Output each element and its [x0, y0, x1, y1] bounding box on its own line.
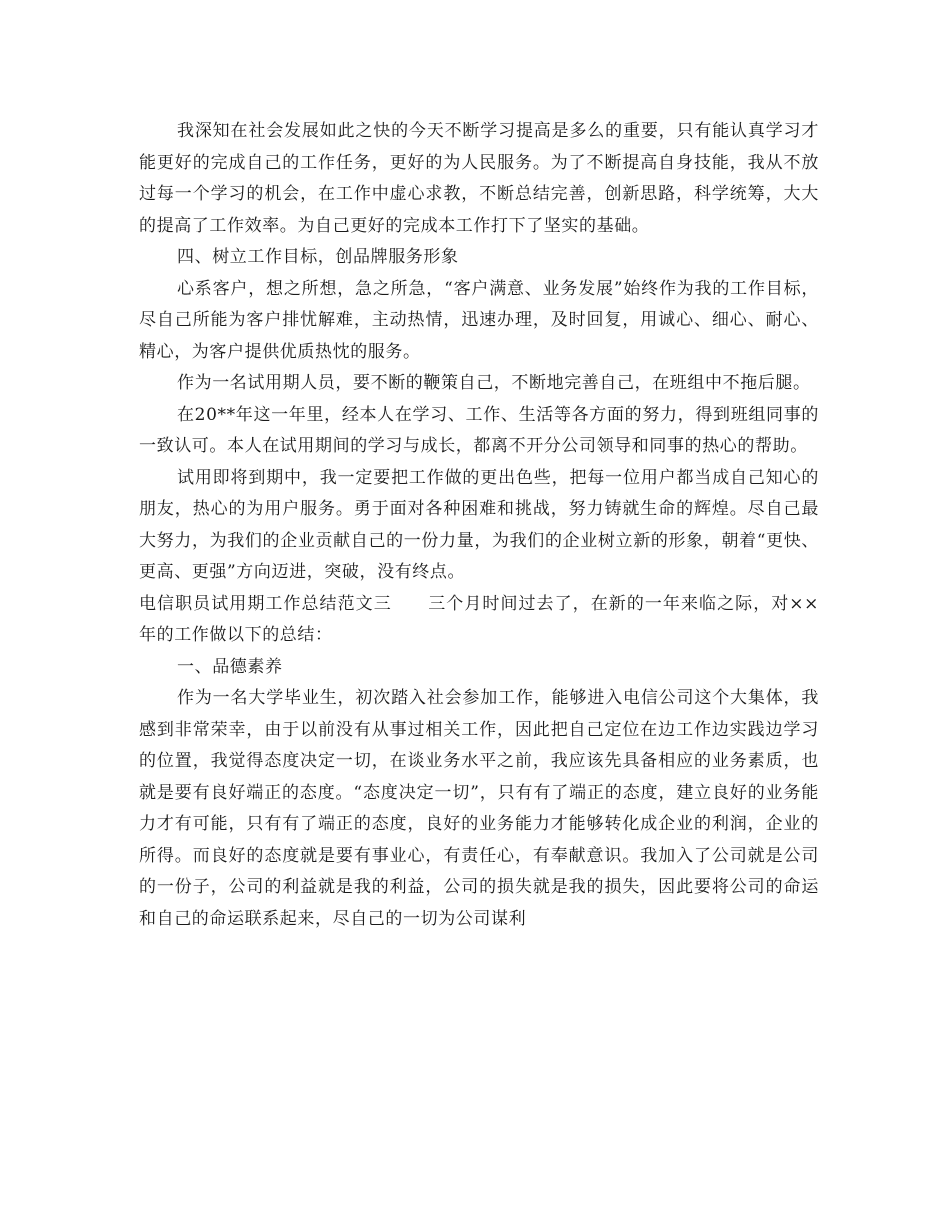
paragraph-customer-service: 心系客户，想之所想，急之所急，“客户满意、业务发展”始终作为我的工作目标，尽自己所能为客户排忧解难，主动热情，迅速办理，及时回复，用诚心、细心、耐心、精心，为客户提供优质热忱的服务。: [139, 278, 819, 362]
section-heading-line: [139, 589, 819, 652]
heading-work-goals: 四、树立工作目标，创品牌服务形象: [177, 247, 459, 267]
section-title: 电信职员试用期工作总结范文三: [139, 593, 392, 614]
paragraph-study: 我深知在社会发展如此之快的今天不断学习提高是多么的重要，只有能认真学习才能更好的完成自己的工作任务，更好的为人民服务。为了不断提高自身技能，我从不放过每一个学习的机会，在工作中虚心求教，不断总结完善，创新思路，科学统筹，大大的提高了工作效率。为自己更好的完成本工作打下了坚实的基础。: [139, 121, 819, 236]
document-page: [139, 116, 819, 935]
paragraph-year-summary: 在20**年这一年里，经本人在学习、工作、生活等各方面的努力，得到班组同事的一致认可。本人在试用期间的学习与成长，都离不开分公司领导和同事的热心的帮助。: [139, 404, 819, 456]
paragraph-probation-self: 作为一名试用期人员，要不断的鞭策自己，不断地完善自己，在班组中不拖后腿。: [177, 373, 811, 393]
section-intro: 三个月时间过去了，在新的一年来临之际，对××年的工作做以下的总结：: [139, 593, 819, 645]
paragraph-future-goals: 试用即将到期中，我一定要把工作做的更出色些，把每一位用户都当成自己知心的朋友，热心的为用户服务。勇于面对各种困难和挑战，努力铸就生命的辉煌。尽自己最大努力，为我们的企业贡献自己的一份力量，为我们的企业树立新的形象，朝着“更快、更高、更强”方向迈进，突破，没有终点。: [139, 467, 819, 582]
paragraph-attitude: 作为一名大学毕业生，初次踏入社会参加工作，能够进入电信公司这个大集体，我感到非常荣幸，由于以前没有从事过相关工作，因此把自己定位在边工作边实践边学习的位置，我觉得态度决定一切，在谈业务水平之前，我应该先具备相应的业务素质，也就是要有良好端正的态度。“态度决定一切”，只有有了端正的态度，建立良好的业务能力才有可能，只有有了端正的态度，良好的业务能力才能够转化成企业的利润，企业的所得。而良好的态度就是要有事业心，有责任心，有奉献意识。我加入了公司就是公司的一份子，公司的利益就是我的利益，公司的损失就是我的损失，因此要将公司的命运和自己的命运联系起来，尽自己的一切为公司谋利: [139, 688, 819, 929]
heading-moral-quality: 一、品德素养: [177, 656, 283, 677]
